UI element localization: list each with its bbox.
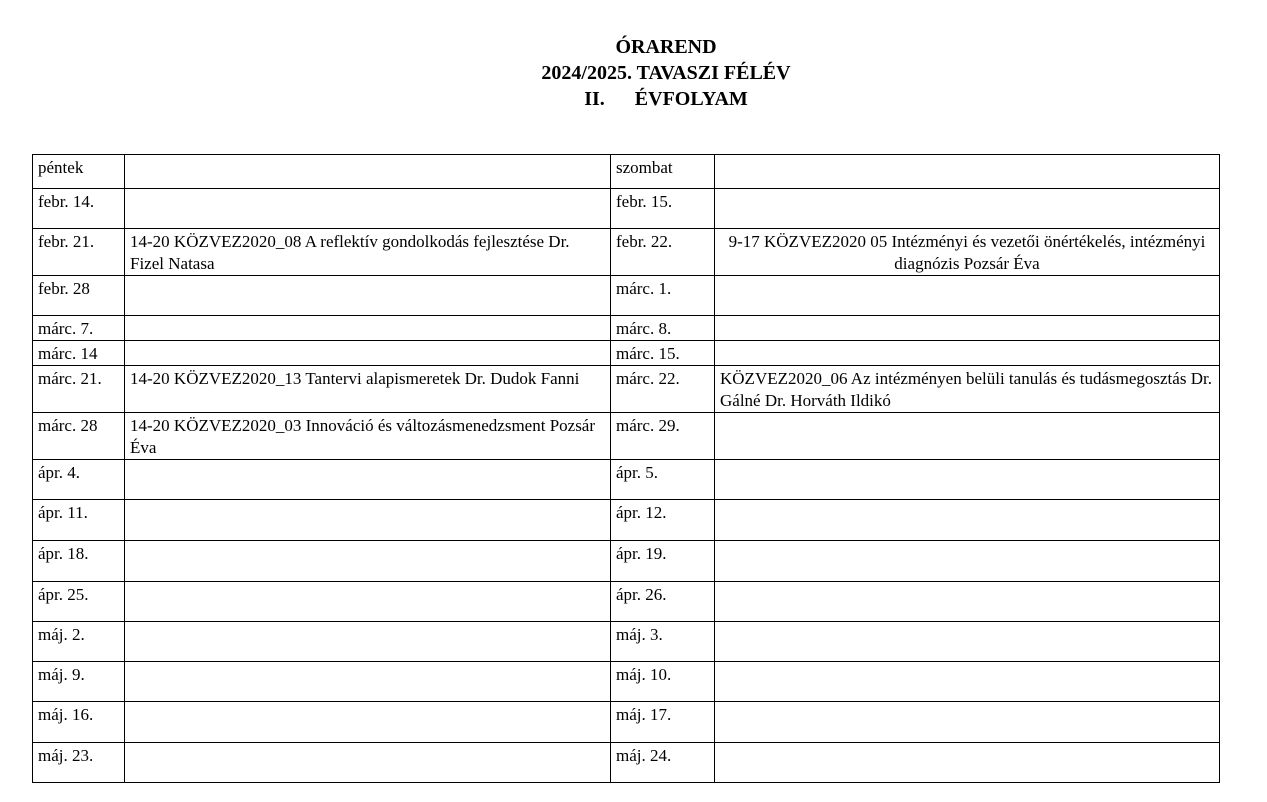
friday-date-cell: péntek (33, 155, 125, 189)
saturday-date-cell: márc. 15. (611, 341, 715, 366)
saturday-date-cell: ápr. 19. (611, 541, 715, 582)
table-row (33, 155, 1220, 189)
saturday-date-cell: febr. 22. (611, 229, 715, 276)
saturday-event-cell (715, 189, 1220, 229)
table-row (33, 413, 1220, 460)
friday-event-cell (125, 582, 611, 622)
friday-date-cell: ápr. 11. (33, 500, 125, 541)
friday-event-cell: 14-20 KÖZVEZ2020_08 A reflektív gondolkodás fejlesztése Dr. Fizel Natasa (125, 229, 611, 276)
friday-event-cell (125, 189, 611, 229)
table-row (33, 582, 1220, 622)
friday-date-cell: máj. 2. (33, 622, 125, 662)
saturday-event-cell (715, 622, 1220, 662)
saturday-event-cell (715, 582, 1220, 622)
saturday-event-cell (715, 662, 1220, 702)
table-row (33, 229, 1220, 276)
friday-date-cell: febr. 14. (33, 189, 125, 229)
table-row (33, 366, 1220, 413)
saturday-date-cell: ápr. 12. (611, 500, 715, 541)
friday-date-cell: ápr. 18. (33, 541, 125, 582)
table-row (33, 276, 1220, 316)
saturday-event-cell (715, 276, 1220, 316)
document-header (0, 34, 1267, 112)
saturday-date-cell: márc. 1. (611, 276, 715, 316)
document-title: ÓRAREND (615, 36, 717, 58)
saturday-date-cell: ápr. 26. (611, 582, 715, 622)
saturday-event-cell (715, 413, 1220, 460)
saturday-event-cell (715, 341, 1220, 366)
friday-event-cell (125, 662, 611, 702)
saturday-event-cell (715, 460, 1220, 500)
table-row (33, 341, 1220, 366)
friday-event-cell (125, 500, 611, 541)
saturday-event-cell (715, 155, 1220, 189)
saturday-date-cell: máj. 3. (611, 622, 715, 662)
saturday-date-cell: ápr. 5. (611, 460, 715, 500)
friday-event-cell (125, 702, 611, 743)
friday-event-cell: 14-20 KÖZVEZ2020_03 Innováció és változásmenedzsment Pozsár Éva (125, 413, 611, 460)
saturday-event-cell: KÖZVEZ2020_06 Az intézményen belüli tanulás és tudásmegosztás Dr. Gálné Dr. Horváth Ildikó (715, 366, 1220, 413)
year-label: ÉVFOLYAM (634, 88, 748, 110)
table-row (33, 189, 1220, 229)
saturday-date-cell: márc. 29. (611, 413, 715, 460)
saturday-event-cell (715, 500, 1220, 541)
friday-event-cell (125, 743, 611, 783)
friday-date-cell: márc. 28 (33, 413, 125, 460)
table-row (33, 702, 1220, 743)
friday-date-cell: máj. 9. (33, 662, 125, 702)
table-row (33, 622, 1220, 662)
year-number: II. (584, 88, 605, 110)
friday-event-cell (125, 276, 611, 316)
saturday-date-cell: febr. 15. (611, 189, 715, 229)
saturday-date-cell: márc. 8. (611, 316, 715, 341)
year-title (0, 86, 1267, 112)
friday-date-cell: márc. 14 (33, 341, 125, 366)
table-row (33, 541, 1220, 582)
friday-event-cell (125, 155, 611, 189)
friday-event-cell (125, 460, 611, 500)
friday-date-cell: ápr. 25. (33, 582, 125, 622)
friday-event-cell (125, 622, 611, 662)
friday-date-cell: márc. 7. (33, 316, 125, 341)
friday-date-cell: máj. 16. (33, 702, 125, 743)
timetable (32, 154, 1220, 783)
saturday-date-cell: máj. 17. (611, 702, 715, 743)
friday-date-cell: febr. 21. (33, 229, 125, 276)
table-row (33, 743, 1220, 783)
friday-event-cell: 14-20 KÖZVEZ2020_13 Tantervi alapismeretek Dr. Dudok Fanni (125, 366, 611, 413)
saturday-event-cell: 9-17 KÖZVEZ2020 05 Intézményi és vezetői önértékelés, intézményi diagnózis Pozsár Éva (715, 229, 1220, 276)
saturday-date-cell: szombat (611, 155, 715, 189)
saturday-event-cell (715, 316, 1220, 341)
friday-event-cell (125, 316, 611, 341)
friday-event-cell (125, 341, 611, 366)
table-row (33, 500, 1220, 541)
saturday-event-cell (715, 702, 1220, 743)
friday-date-cell: márc. 21. (33, 366, 125, 413)
saturday-event-cell (715, 541, 1220, 582)
table-row (33, 460, 1220, 500)
saturday-date-cell: máj. 24. (611, 743, 715, 783)
table-row (33, 316, 1220, 341)
saturday-event-cell (715, 743, 1220, 783)
table-row (33, 662, 1220, 702)
friday-date-cell: ápr. 4. (33, 460, 125, 500)
friday-date-cell: máj. 23. (33, 743, 125, 783)
friday-event-cell (125, 541, 611, 582)
friday-date-cell: febr. 28 (33, 276, 125, 316)
saturday-date-cell: márc. 22. (611, 366, 715, 413)
saturday-date-cell: máj. 10. (611, 662, 715, 702)
semester-title: 2024/2025. TAVASZI FÉLÉV (541, 62, 791, 84)
